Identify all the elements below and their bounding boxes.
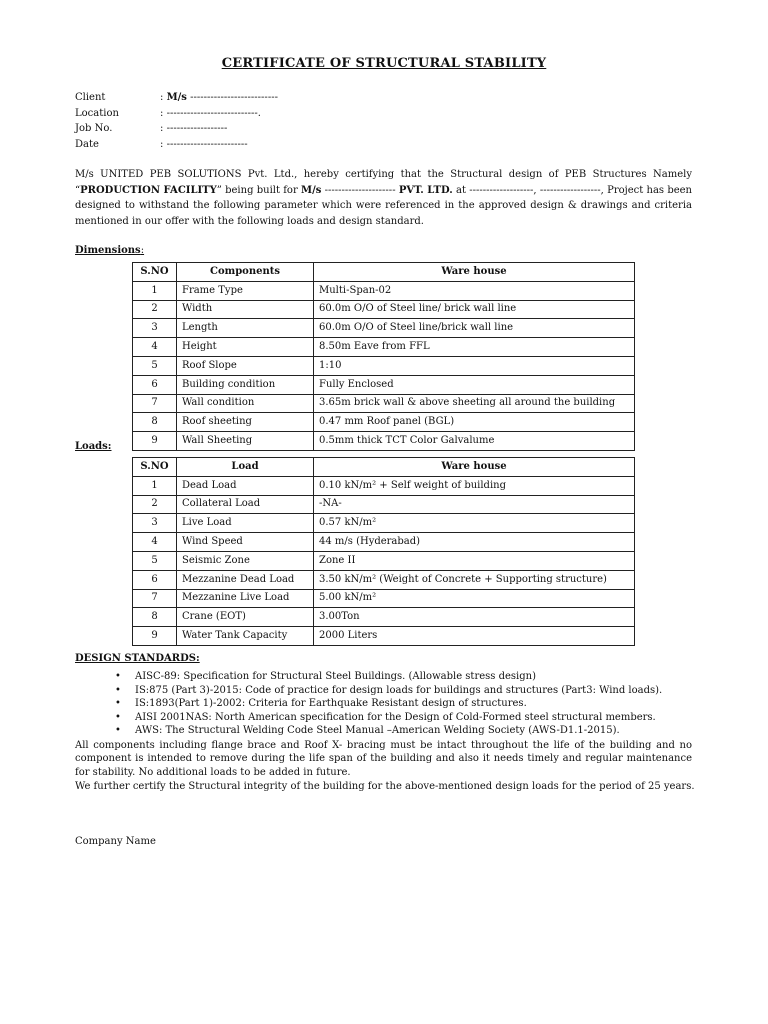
table-cell: 0.47 mm Roof panel (BGL) <box>314 413 635 432</box>
table-row <box>133 394 635 413</box>
info-label: Job No. <box>75 123 113 134</box>
list-item: • AWS: The Structural Welding Code Steel Manual –American Welding Society (AWS-D1.1-2015). <box>115 724 695 738</box>
table-cell: Seismic Zone <box>177 551 314 570</box>
table-cell: 5 <box>133 551 177 570</box>
table-cell: 4 <box>133 338 177 357</box>
intro-paragraph: M/s UNITED PEB SOLUTIONS Pvt. Ltd., hereby certifying that the Structural design of PEB Structures Namely “PRODUCTION FACILITY” being built for M/s --------------------- PVT. LTD. at -------------------, ------------------, Project has been designed to withstand the following parameter which were referenced in the approved design & drawings and criteria mentioned in our offer with the following loads and design standard. <box>75 169 692 227</box>
company-name: Company Name <box>75 836 156 847</box>
table-row <box>133 356 635 375</box>
list-item: • AISI 2001NAS: North American specification for the Design of Cold-Formed steel structural members. <box>115 711 695 725</box>
table-cell: 3 <box>133 514 177 533</box>
page-title: CERTIFICATE OF STRUCTURAL STABILITY <box>221 56 547 71</box>
table-header-row <box>133 263 635 282</box>
table-cell: Live Load <box>177 514 314 533</box>
standards-heading: DESIGN STANDARDS: <box>75 653 200 664</box>
info-row-job-no <box>75 121 278 137</box>
dimensions-body <box>133 281 635 450</box>
table-cell: 3 <box>133 319 177 338</box>
table-cell: 1 <box>133 476 177 495</box>
loads-body <box>133 476 635 645</box>
table-cell: Zone II <box>314 551 635 570</box>
table-cell: 3.00Ton <box>314 608 635 627</box>
info-label: Date <box>75 138 99 150</box>
table-cell: 4 <box>133 533 177 552</box>
column-header: Load <box>177 458 314 477</box>
table-cell: 3.50 kN/m² (Weight of Concrete + Supporting structure) <box>314 570 635 589</box>
list-item: • IS:875 (Part 3)-2015: Code of practice for design loads for buildings and structures (Part3: Wind loads). <box>115 684 695 698</box>
table-cell: Wall Sheeting <box>177 432 314 451</box>
standards-list <box>115 670 695 738</box>
table-row <box>133 476 635 495</box>
table-cell: Roof sheeting <box>177 413 314 432</box>
column-header: S.NO <box>133 458 177 477</box>
table-cell: 1:10 <box>314 356 635 375</box>
table-cell: Roof Slope <box>177 356 314 375</box>
table-row <box>133 375 635 394</box>
table-cell: 3.65m brick wall & above sheeting all around the building <box>314 394 635 413</box>
table-row <box>133 319 635 338</box>
column-header: Components <box>177 263 314 282</box>
table-row <box>133 570 635 589</box>
list-item: • AISC-89: Specification for Structural Steel Buildings. (Allowable stress design) <box>115 670 695 684</box>
table-header-row <box>133 458 635 477</box>
table-row <box>133 551 635 570</box>
table-cell: 2 <box>133 300 177 319</box>
table-cell: 0.10 kN/m² + Self weight of building <box>314 476 635 495</box>
table-row <box>133 608 635 627</box>
table-cell: 5 <box>133 356 177 375</box>
certification-paragraph: We further certify the Structural integrity of the building for the above-mentioned design loads for the period of 25 years. <box>75 781 695 792</box>
info-row-location <box>75 106 278 122</box>
info-value: : ---------------------------. <box>160 107 261 119</box>
table-cell: Wind Speed <box>177 533 314 552</box>
table-cell: Mezzanine Live Load <box>177 589 314 608</box>
table-cell: Water Tank Capacity <box>177 627 314 646</box>
table-cell: 8.50m Eave from FFL <box>314 338 635 357</box>
table-cell: Mezzanine Dead Load <box>177 570 314 589</box>
table-cell: 5.00 kN/m² <box>314 589 635 608</box>
table-cell: 0.5mm thick TCT Color Galvalume <box>314 432 635 451</box>
table-cell: 9 <box>133 627 177 646</box>
list-item: • IS:1893(Part 1)-2002: Criteria for Earthquake Resistant design of structures. <box>115 697 695 711</box>
table-cell: 1 <box>133 281 177 300</box>
table-cell: Frame Type <box>177 281 314 300</box>
table-row <box>133 533 635 552</box>
table-cell: Multi-Span-02 <box>314 281 635 300</box>
info-label: Client <box>75 92 106 103</box>
info-value: : M/s -------------------------- <box>160 92 278 103</box>
table-row <box>133 514 635 533</box>
table-row <box>133 627 635 646</box>
info-row-date <box>75 137 278 153</box>
table-cell: 9 <box>133 432 177 451</box>
loads-heading: Loads: <box>75 441 112 452</box>
table-row <box>133 589 635 608</box>
table-row <box>133 300 635 319</box>
column-header: Ware house <box>314 458 635 477</box>
info-block <box>75 90 278 152</box>
info-label: Location <box>75 107 119 119</box>
table-row <box>133 432 635 451</box>
table-cell: Crane (EOT) <box>177 608 314 627</box>
table-cell: 7 <box>133 394 177 413</box>
table-row <box>133 281 635 300</box>
table-row <box>133 413 635 432</box>
table-cell: 7 <box>133 589 177 608</box>
table-cell: 6 <box>133 570 177 589</box>
table-cell: 8 <box>133 413 177 432</box>
info-value: : ------------------------ <box>160 138 248 150</box>
table-row <box>133 495 635 514</box>
dimensions-heading: Dimensions: <box>75 245 145 256</box>
column-header: Ware house <box>314 263 635 282</box>
table-cell: 2 <box>133 495 177 514</box>
table-cell: Building condition <box>177 375 314 394</box>
info-row-client <box>75 90 278 106</box>
info-value: : ------------------ <box>160 123 228 134</box>
table-cell: Collateral Load <box>177 495 314 514</box>
table-row <box>133 338 635 357</box>
table-cell: 44 m/s (Hyderabad) <box>314 533 635 552</box>
table-cell: Length <box>177 319 314 338</box>
table-cell: -NA- <box>314 495 635 514</box>
table-cell: 60.0m O/O of Steel line/ brick wall line <box>314 300 635 319</box>
table-cell: 8 <box>133 608 177 627</box>
column-header: S.NO <box>133 263 177 282</box>
table-cell: 60.0m O/O of Steel line/brick wall line <box>314 319 635 338</box>
table-cell: Height <box>177 338 314 357</box>
maintenance-paragraph: All components including flange brace and Roof X- bracing must be intact throughout the life of the building and no component is intended to remove during the life span of the building and also it needs timely and regular maintenance for stability. No additional loads to be added in future. <box>75 740 692 778</box>
table-cell: Dead Load <box>177 476 314 495</box>
table-cell: 0.57 kN/m² <box>314 514 635 533</box>
table-cell: 6 <box>133 375 177 394</box>
table-cell: Wall condition <box>177 394 314 413</box>
table-cell: Fully Enclosed <box>314 375 635 394</box>
table-cell: 2000 Liters <box>314 627 635 646</box>
dimensions-table <box>132 262 635 451</box>
loads-table <box>132 457 635 646</box>
table-cell: Width <box>177 300 314 319</box>
